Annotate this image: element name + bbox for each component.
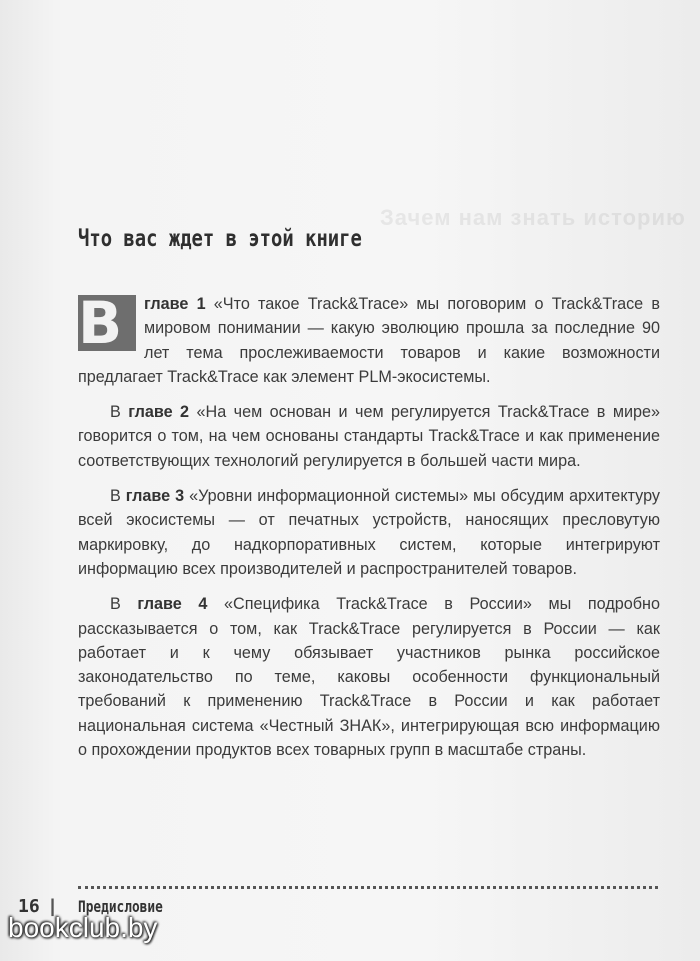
paragraph-chapter-3 xyxy=(78,484,660,581)
bleed-through-title: Зачем нам знать историю xyxy=(380,205,686,230)
chapter-ref: главе 3 xyxy=(125,487,185,506)
watermark: bookclub.by xyxy=(8,912,158,943)
paragraph-chapter-1 xyxy=(78,289,660,389)
running-head: Предисловие xyxy=(78,897,163,916)
paragraph-text: «Специфика Track&Trace в России» мы подробно рассказывается о том, как Track&Trace регулируется в России — как работает и к чему обязывает участников рынка российское законодательство по теме, каковы особенности функциональный требований к применению Track&Trace в России и как работает национальная система «Честный ЗНАК», интегрирующая всю информацию о прохождении продуктов всех товарных групп в масштабе страны. xyxy=(78,595,660,760)
page-number: 16 xyxy=(18,896,40,917)
body-text xyxy=(78,289,661,773)
drop-cap: В xyxy=(78,295,136,351)
section-heading: Что вас ждет в этой книге xyxy=(78,226,362,252)
paragraph-lead: В xyxy=(110,403,129,422)
paragraph-chapter-2 xyxy=(78,400,660,473)
paragraph-text: «Что такое Track&Trace» мы поговорим о Track&Trace в мировом понимании — какую эволюцию прошла за последние 90 лет тема прослеживаемости товаров и какие возможности предлагает Track&Trace как элемент PLM-экосистемы. xyxy=(78,295,660,386)
paragraph-lead: В xyxy=(110,487,126,506)
dotted-rule xyxy=(78,886,658,889)
chapter-ref: главе 2 xyxy=(128,403,190,422)
bleed-through-text xyxy=(380,205,690,230)
paragraph-text: «Уровни информационной системы» мы обсудим архитектуру всей экосистемы — от печатных устройств, наносящих пресловутую маркировку, до надкорпоративных систем, которые интегрируют информацию всех производителей и распространителей товаров. xyxy=(78,487,661,578)
paragraph-lead: В xyxy=(110,595,138,614)
chapter-ref: главе 1 xyxy=(144,295,206,313)
paragraph-chapter-4 xyxy=(78,592,660,762)
chapter-ref: главе 4 xyxy=(137,595,208,614)
footer-separator: | xyxy=(50,896,56,916)
paragraph-text: «На чем основан и чем регулируется Track&Trace в мире» говорится о том, на чем основаны стандарты Track&Trace и как применение соответствующих технологий регулируется в большей части мира. xyxy=(78,403,661,470)
